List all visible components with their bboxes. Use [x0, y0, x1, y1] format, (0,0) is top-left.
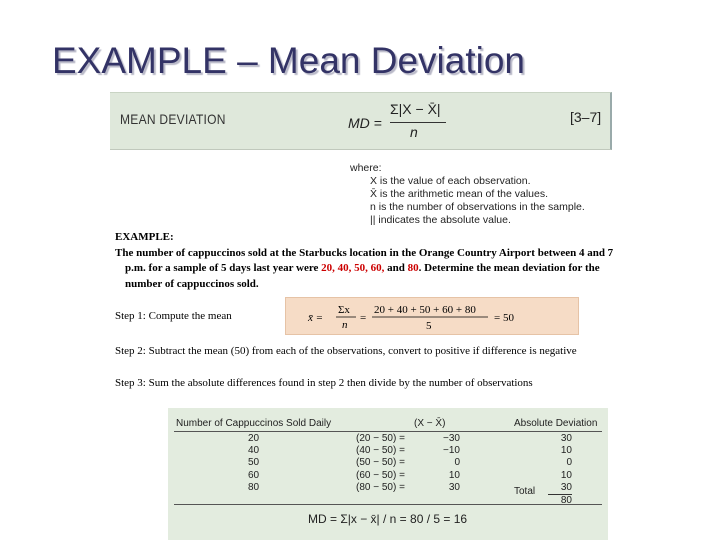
- table-cell: 60: [248, 469, 260, 481]
- absolute-deviation-column: [548, 433, 572, 507]
- where-line: X is the value of each observation.: [370, 175, 531, 187]
- formula-denominator: n: [410, 124, 418, 140]
- example-text: and: [384, 262, 408, 274]
- table-cell: (40 − 50) =: [356, 445, 405, 457]
- table-bottom-divider: [174, 504, 602, 505]
- fraction-bar: [390, 122, 446, 123]
- table-cell: 30: [448, 481, 460, 493]
- mean-denominator: 5: [426, 320, 432, 332]
- formula-lhs: MD =: [348, 115, 382, 131]
- example-text: . Determine the mean deviation for the: [418, 262, 600, 274]
- where-heading: where:: [350, 162, 382, 174]
- table-cell: −10: [443, 445, 460, 457]
- table-cell: 30: [548, 482, 572, 495]
- where-line: X̄ is the arithmetic mean of the values.: [370, 188, 549, 200]
- total-cell: 80: [560, 495, 572, 507]
- equals-sign: =: [360, 312, 367, 324]
- mean-lhs: x̄ =: [308, 312, 324, 324]
- table-cell: 10: [560, 469, 572, 481]
- mean-n: n: [342, 319, 348, 331]
- difference-expression-column: [356, 433, 405, 494]
- definition-label: MEAN DEVIATION: [120, 111, 226, 127]
- where-line: || indicates the absolute value.: [370, 214, 511, 226]
- difference-value-column: [430, 433, 460, 494]
- column-header: Absolute Deviation: [514, 418, 598, 429]
- mean-sum: Σx: [338, 304, 350, 316]
- table-cell: 50: [248, 457, 260, 469]
- table-cell: 0: [454, 457, 460, 469]
- step-3: Step 3: Sum the absolute differences found in step 2 then divide by the number of observations: [115, 377, 533, 389]
- example-text-line: The number of cappuccinos sold at the Starbucks location in the Orange Country Airport between 4 and 7: [115, 246, 614, 259]
- mean-numerator: 20 + 40 + 50 + 60 + 80: [374, 304, 476, 316]
- example-text-line: number of cappuccinos sold.: [125, 277, 259, 290]
- sold-column: [248, 433, 259, 494]
- sample-values: 20, 40, 50, 60,: [321, 262, 385, 274]
- table-cell: 10: [560, 445, 572, 457]
- table-cell: 80: [248, 481, 260, 493]
- column-header: (X − X̄): [414, 418, 446, 429]
- definition-box: [110, 92, 612, 150]
- step-1: Step 1: Compute the mean: [115, 310, 232, 322]
- mean-formula-graphic: [286, 298, 578, 334]
- deviation-table: [168, 408, 608, 540]
- table-cell: (60 − 50) =: [356, 469, 405, 481]
- total-label: Total: [514, 486, 536, 497]
- table-cell: (80 − 50) =: [356, 481, 405, 493]
- table-cell: (50 − 50) =: [356, 457, 405, 469]
- equation-reference: [3–7]: [570, 109, 602, 125]
- table-cell: 40: [248, 445, 260, 457]
- formula-numerator: Σ|X − X̄|: [390, 101, 441, 117]
- table-cell: (20 − 50) =: [356, 433, 405, 444]
- table-cell: 20: [248, 433, 260, 444]
- column-header: Number of Cappuccinos Sold Daily: [176, 418, 332, 429]
- mean-formula-box: [285, 297, 579, 335]
- table-cell: 10: [448, 469, 460, 481]
- table-cell: −30: [443, 433, 460, 444]
- where-legend: [350, 162, 585, 227]
- header-divider: [174, 431, 602, 432]
- table-cell: 30: [560, 433, 572, 444]
- mean-deviation-formula: [348, 101, 458, 145]
- table-cell: 0: [566, 457, 572, 469]
- example-text: p.m. for a sample of 5 days last year were: [125, 262, 322, 274]
- example-problem: [115, 230, 675, 292]
- example-text-line: [115, 261, 675, 277]
- step-2: Step 2: Subtract the mean (50) from each of the observations, convert to positive if difference is negative: [115, 345, 577, 357]
- sample-last-value: 80: [407, 262, 419, 274]
- example-heading: EXAMPLE:: [115, 231, 174, 243]
- slide-title: EXAMPLE – Mean Deviation: [52, 40, 526, 81]
- mean-result: = 50: [494, 312, 514, 324]
- mean-deviation-result: MD = Σ|x − x̄| / n = 80 / 5 = 16: [308, 512, 468, 526]
- where-line: n is the number of observations in the sample.: [370, 201, 585, 213]
